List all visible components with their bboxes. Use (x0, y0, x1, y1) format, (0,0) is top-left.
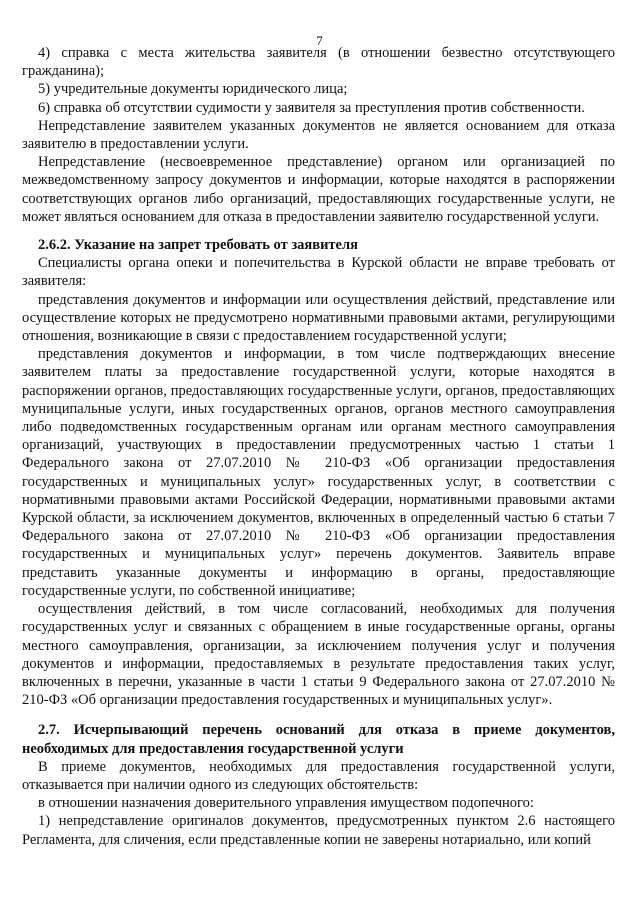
paragraph: 4) справка с места жительства заявителя (в отношении безвестно отсутствующего гражданина); (22, 45, 615, 80)
paragraph: Непредставление заявителем указанных документов не является основанием для отказа заявителю в предоставлении услуги. (22, 117, 615, 153)
paragraph: Непредставление (несвоевременное представление) органом или организацией по межведомственному запросу документов и информации, которые находятся в распоряжении соответствующих органов либо организаций, предоставляющих государственные услуги, не может являться основанием для отказа в предоставлении заявителю государственной услуги. (22, 154, 615, 225)
section-heading-2-7: 2.7. Исчерпывающий перечень оснований для отказа в приеме документов, необходимых для предоставления государственной услуги (22, 722, 615, 757)
paragraph: 6) справка об отсутствии судимости у заявителя за преступления против собственности. (38, 99, 585, 116)
paragraph: осуществления действий, в том числе согласований, необходимых для получения государственных услуг и связанных с обращением в иные государственные органы, органы местного самоуправления, организации, за исключением получения услуг и получения документов и информации, предоставляемых в результате предоставления таких услуг, включенных в перечни, указанные в части 1 статьи 9 Федерального закона от 27.07.2010 № 210-ФЗ «Об организации предоставления государственных и муниципальных услуг». (22, 601, 615, 709)
paragraph: Специалисты органа опеки и попечительства в Курской области не вправе требовать от заявителя: (22, 255, 615, 290)
paragraph: 5) учредительные документы юридического лица; (38, 81, 348, 98)
paragraph: 1) непредставление оригиналов документов, предусмотренных пунктом 2.6 настоящего Регламента, для сличения, если представленные копии не заверены нотариально, или копий (22, 813, 615, 848)
spacer (22, 709, 615, 721)
section-heading-2-6-2: 2.6.2. Указание на запрет требовать от заявителя (38, 237, 358, 254)
spacer (22, 226, 615, 236)
paragraph: в отношении назначения доверительного управления имуществом подопечного: (38, 795, 534, 812)
paragraph: представления документов и информации, в том числе подтверждающих внесение заявителем платы за предоставление государственной услуги, которые находятся в распоряжении органов, предоставляющих государственные услуги, органов, предоставляющих муниципальные услуги, иных государственных органов, органов местного самоуправления либо подведомственных государственным органам или органам местного самоуправления организаций, участвующих в предоставлении предусмотренных частью 1 статьи 1 Федерального закона от 27.07.2010 № 210-ФЗ «Об организации предоставления государственных и муниципальных услуг» государственных услуг, в соответствии с нормативными правовыми актами Российской Федерации, нормативными правовыми актами Курской области, за исключением документов, включенных в определенный частью 6 статьи 7 Федерального закона от 27.07.2010 № 210-ФЗ «Об организации предоставления государственных и муниципальных услуг» перечень документов. Заявитель вправе представить указанные документы и информацию в органы, предоставляющие государственные услуги, по собственной инициативе; (22, 346, 615, 599)
document-body (22, 44, 615, 849)
page-number: 7 (316, 33, 323, 48)
paragraph: В приеме документов, необходимых для предоставления государственной услуги, отказывается при наличии одного из следующих обстоятельств: (22, 758, 615, 793)
paragraph: представления документов и информации или осуществления действий, представление или осуществление которых не предусмотрено нормативными правовыми актами, регулирующими отношения, возникающие в связи с предоставлением государственной услуги; (22, 291, 615, 345)
